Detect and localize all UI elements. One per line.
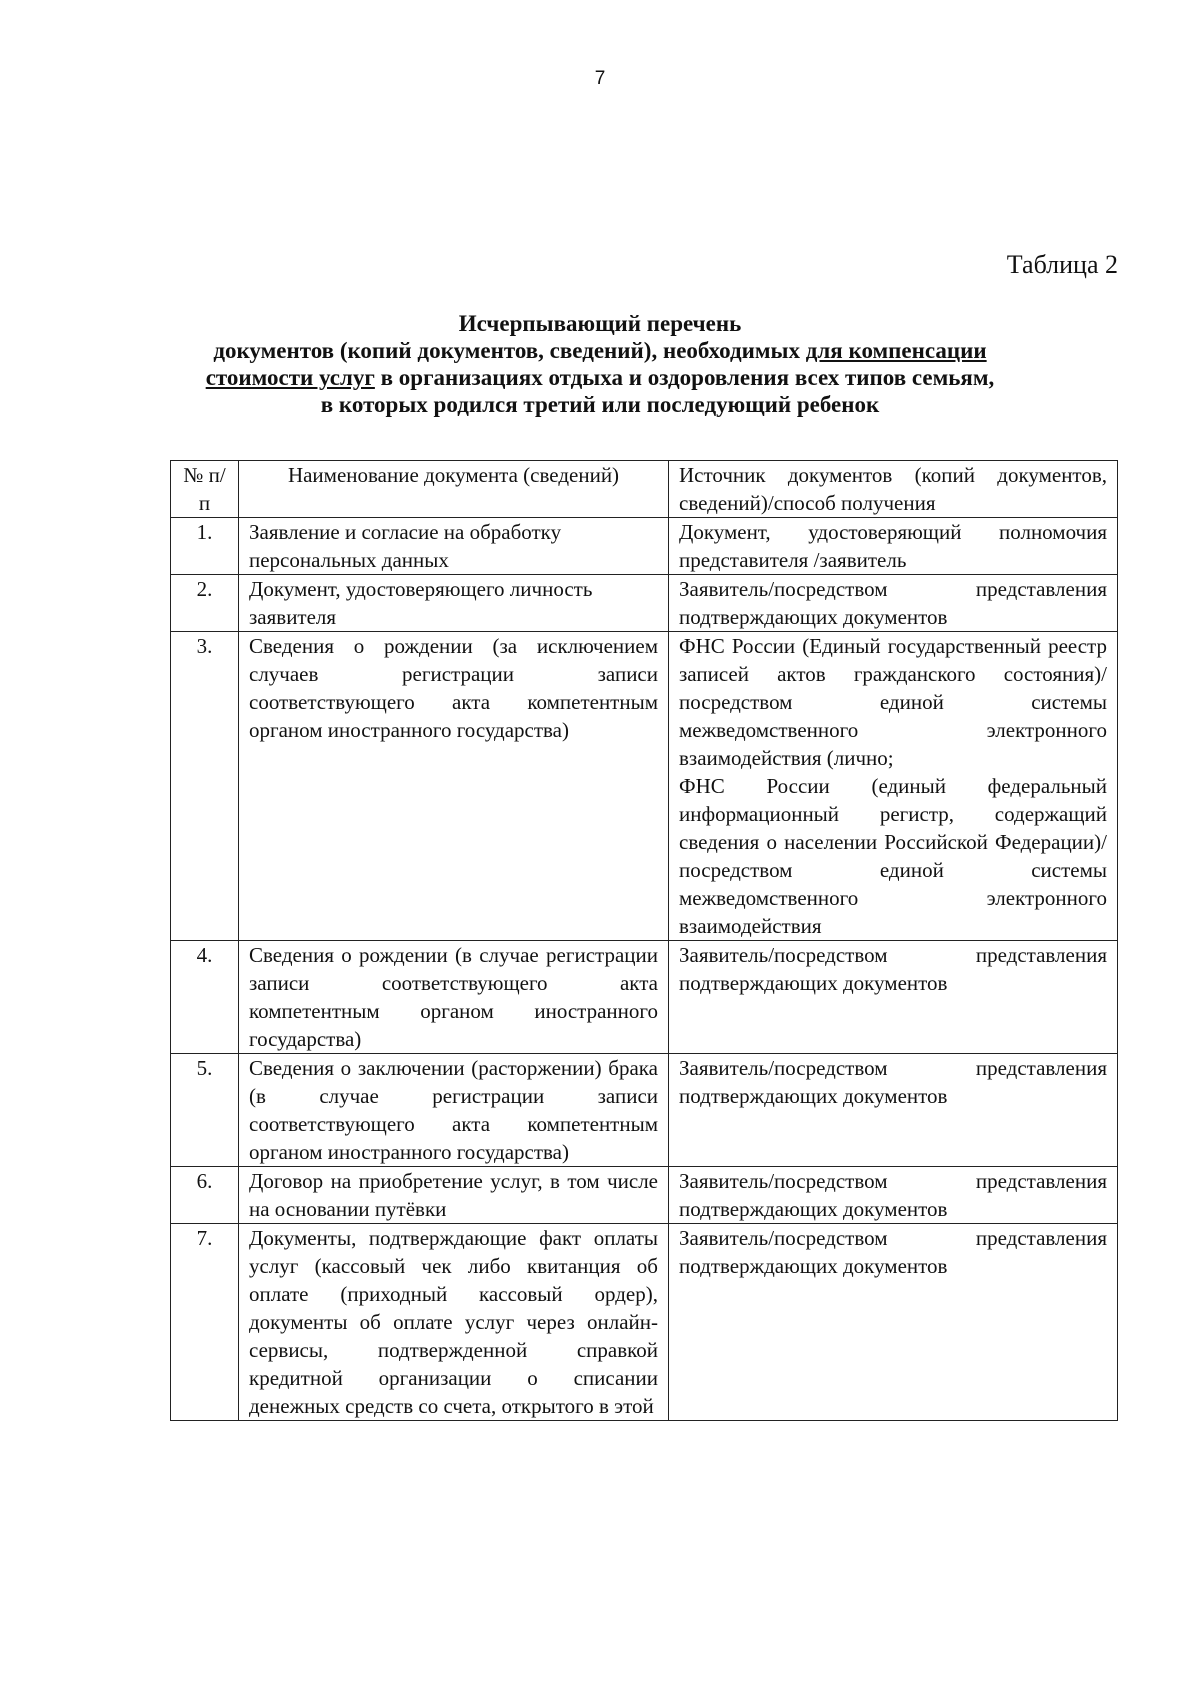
title-line-3-text: в организациях отдыха и оздоровления всех типов семьям,	[374, 365, 995, 390]
documents-table	[170, 460, 1118, 1421]
title-line-2-text: документов (копий документов, сведений), необходимых	[213, 338, 806, 363]
row-number: 7.	[171, 1224, 239, 1421]
row-source: Заявитель/посредством представления подтверждающих документов	[669, 1054, 1118, 1167]
row-source: Заявитель/посредством представления подтверждающих документов	[669, 1224, 1118, 1421]
row-document-name: Договор на приобретение услуг, в том числе на основании путёвки	[239, 1167, 669, 1224]
table-row	[171, 1167, 1118, 1224]
table-row	[171, 518, 1118, 575]
row-source: Заявитель/посредством представления подтверждающих документов	[669, 1167, 1118, 1224]
title-line-3	[0, 364, 1200, 391]
header-number: № п/п	[171, 461, 239, 518]
title-line-4: в которых родился третий или последующий ребенок	[320, 392, 880, 417]
title-line-3-underlined: стоимости услуг	[205, 365, 375, 390]
row-number: 6.	[171, 1167, 239, 1224]
row-source: Заявитель/посредством представления подтверждающих документов	[669, 575, 1118, 632]
row-number: 3.	[171, 632, 239, 941]
row-number: 2.	[171, 575, 239, 632]
row-number: 4.	[171, 941, 239, 1054]
row-source-part-2: ФНС России (единый федеральный информационный регистр, содержащий сведения о населении Российской Федерации)/посредством единой системы межведомственного электронного взаимодействия	[679, 774, 1107, 938]
row-document-name: Сведения о рождении (в случае регистрации записи соответствующего акта компетентным органом иностранного государства)	[239, 941, 669, 1054]
row-document-name: Сведения о рождении (за исключением случаев регистрации записи соответствующего акта компетентным органом иностранного государства)	[239, 632, 669, 941]
page-number: 7	[594, 68, 606, 89]
row-document-name: Сведения о заключении (расторжении) брака (в случае регистрации записи соответствующего акта компетентным органом иностранного государства)	[239, 1054, 669, 1167]
row-document-name: Документ, удостоверяющего личность заявителя	[239, 575, 669, 632]
table-header-row	[171, 461, 1118, 518]
title-line-2	[0, 337, 1200, 364]
table-row	[171, 1224, 1118, 1421]
table-row	[171, 941, 1118, 1054]
title-line-2-underlined: для компенсации	[805, 338, 987, 363]
header-source: Источник документов (копий документов, сведений)/способ получения	[669, 461, 1118, 518]
row-source: Документ, удостоверяющий полномочия представителя /заявитель	[669, 518, 1118, 575]
table-label: Таблица 2	[1006, 250, 1118, 279]
table-row	[171, 1054, 1118, 1167]
row-document-name: Заявление и согласие на обработку персональных данных	[239, 518, 669, 575]
table-row	[171, 632, 1118, 941]
row-number: 5.	[171, 1054, 239, 1167]
row-document-name: Документы, подтверждающие факт оплаты услуг (кассовый чек либо квитанция об оплате (приходный кассовый ордер), документы об оплате услуг через онлайн-сервисы, подтвержденной справкой кредитной организации о списании денежных средств со счета, открытого в этой	[239, 1224, 669, 1421]
document-title	[0, 310, 1200, 418]
title-line-1: Исчерпывающий перечень	[458, 311, 742, 336]
row-source: Заявитель/посредством представления подтверждающих документов	[669, 941, 1118, 1054]
row-number: 1.	[171, 518, 239, 575]
row-source	[669, 632, 1118, 941]
header-document-name: Наименование документа (сведений)	[239, 461, 669, 518]
row-source-part-1: ФНС России (Единый государственный реестр записей актов гражданского состояния)/ посредством единой системы межведомственного электронного взаимодействия (лично;	[679, 634, 1107, 770]
table-row	[171, 575, 1118, 632]
